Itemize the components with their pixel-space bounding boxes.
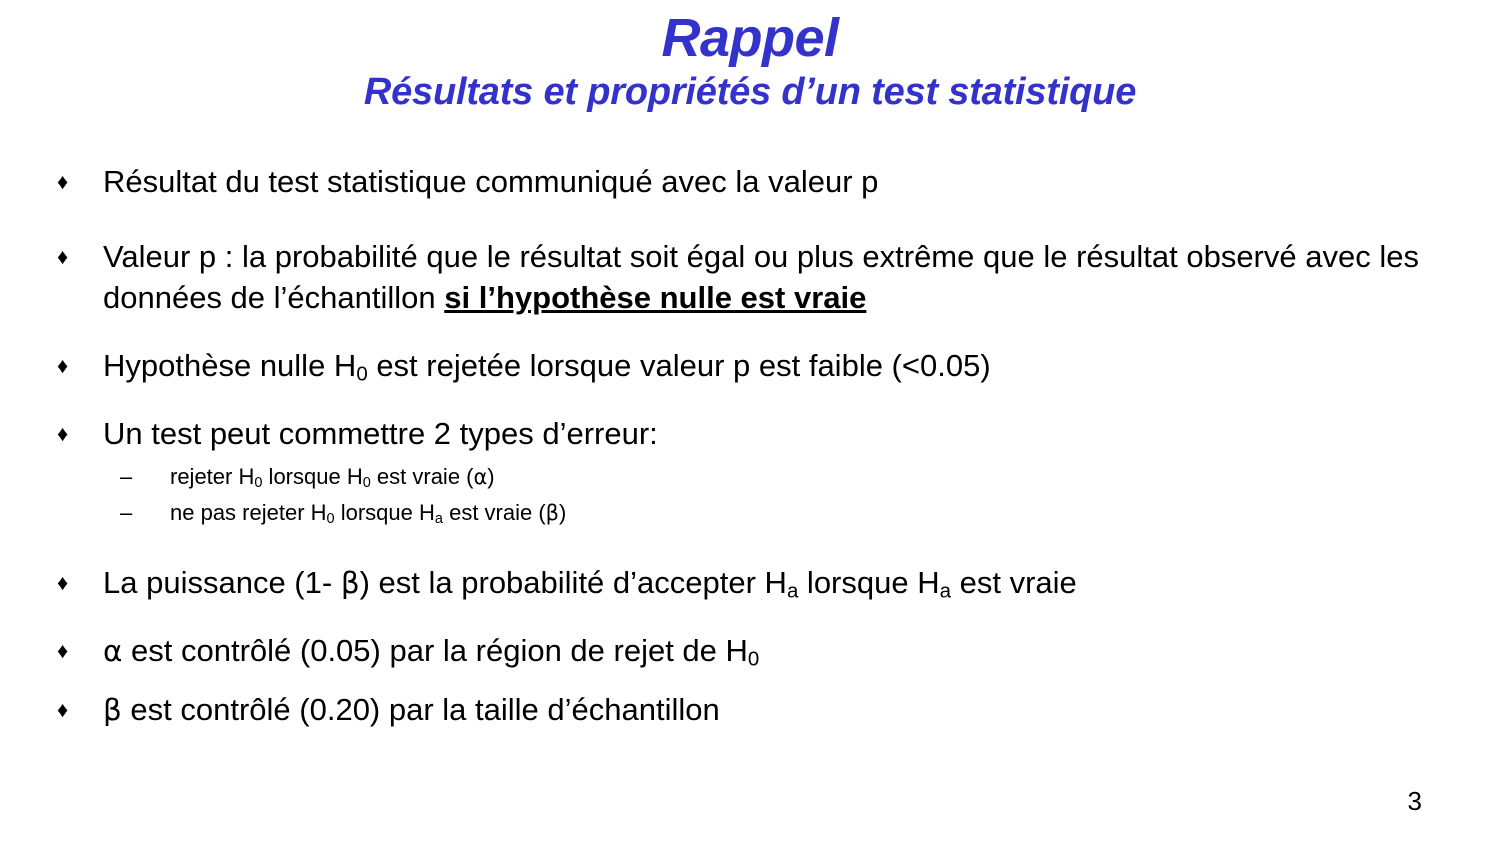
bullet-item-1 xyxy=(0,162,1500,202)
beta-symbol: β xyxy=(545,501,560,526)
sub-bullet-1-part4: ) xyxy=(487,464,495,490)
page-number: 3 xyxy=(1407,786,1422,816)
bullet-item-2 xyxy=(0,237,1500,318)
diamond-bullet-icon: ♦ xyxy=(57,352,69,378)
page-title: Rappel xyxy=(661,8,839,68)
bullet-item-7 xyxy=(0,690,1500,730)
spacer xyxy=(0,318,1500,346)
bullet-2-emphasis: si l’hypothèse nulle est vraie xyxy=(444,279,867,315)
bullet-item-3 xyxy=(0,346,1500,386)
bullet-2-text xyxy=(103,237,1500,318)
sub-bullet-1-part3: est vraie ( xyxy=(370,464,474,490)
bullet-7-text xyxy=(103,690,1500,730)
bullet-6-text xyxy=(103,631,1500,671)
bullet-4-text: Un test peut commettre 2 types d’erreur: xyxy=(103,416,658,452)
diamond-bullet-icon: ♦ xyxy=(57,638,69,664)
bullet-5-subscript-2: a xyxy=(939,579,951,603)
bullet-6-part1: est contrôlé (0.05) par la région de rejet de H xyxy=(122,633,748,669)
sub-bullet-2-subscript-1: 0 xyxy=(326,511,335,528)
bullet-6-subscript: 0 xyxy=(747,647,760,671)
bullet-3-part1: Hypothèse nulle H xyxy=(103,347,357,383)
page-subtitle: Résultats et propriétés d’un test statistique xyxy=(363,71,1137,114)
bullet-1-text: Résultat du test statistique communiqué avec la valeur p xyxy=(103,164,879,199)
bullet-3-part2: est rejetée lorsque valeur p est faible (<0.05) xyxy=(367,347,991,383)
diamond-bullet-icon: ♦ xyxy=(57,244,69,270)
sub-bullet-1-subscript-2: 0 xyxy=(362,475,371,492)
sub-bullet-1-text xyxy=(170,464,495,492)
sub-bullet-2-part3: est vraie ( xyxy=(442,500,546,526)
diamond-bullet-icon: ♦ xyxy=(57,696,69,722)
spacer xyxy=(0,386,1500,414)
slide-title-block xyxy=(0,10,1500,114)
sub-bullet-item-1 xyxy=(0,462,1500,492)
sub-bullet-2-text xyxy=(170,500,567,528)
bullet-5-part2: ) est la probabilité d’accepter H xyxy=(359,565,787,601)
bullet-5-subscript-1: a xyxy=(786,579,799,603)
sub-bullet-2-part4: ) xyxy=(559,500,567,526)
bullet-5-text xyxy=(103,563,1500,603)
sub-bullet-2-part1: ne pas rejeter H xyxy=(170,500,327,526)
spacer xyxy=(0,454,1500,462)
bullet-item-4 xyxy=(0,414,1500,454)
sub-bullet-item-2 xyxy=(0,498,1500,528)
dash-bullet-icon: – xyxy=(120,500,133,526)
dash-bullet-icon: – xyxy=(120,464,133,490)
bullet-7-part1: est contrôlé (0.20) par la taille d’échantillon xyxy=(121,691,720,727)
spacer xyxy=(0,603,1500,631)
bullet-2-lead: Valeur p : la probabilité que le résultat soit égal ou plus extrême que le résultat observé avec les données de l’échantillon xyxy=(103,239,1419,315)
alpha-symbol: α xyxy=(103,634,123,669)
diamond-bullet-icon: ♦ xyxy=(57,421,69,447)
diamond-bullet-icon: ♦ xyxy=(57,570,69,596)
beta-symbol: β xyxy=(103,692,122,727)
spacer xyxy=(0,672,1500,690)
sub-bullet-1-part2: lorsque H xyxy=(262,464,363,490)
alpha-symbol: α xyxy=(473,465,488,490)
bullet-item-6 xyxy=(0,631,1500,671)
sub-bullet-1-part1: rejeter H xyxy=(170,464,255,490)
sub-bullet-1-subscript-1: 0 xyxy=(254,475,263,492)
bullet-5-part1: La puissance (1- xyxy=(103,565,341,601)
bullet-3-subscript: 0 xyxy=(356,362,368,386)
slide-body xyxy=(0,162,1500,730)
spacer xyxy=(0,202,1500,237)
beta-symbol: β xyxy=(340,566,360,601)
diamond-bullet-icon: ♦ xyxy=(57,169,69,194)
bullet-5-part4: est vraie xyxy=(950,565,1077,601)
sub-bullet-2-part2: lorsque H xyxy=(334,500,435,526)
spacer xyxy=(0,528,1500,563)
sub-bullet-2-subscript-2: a xyxy=(434,511,443,528)
bullet-3-text xyxy=(103,346,1500,386)
bullet-5-part3: lorsque H xyxy=(798,565,940,601)
bullet-item-5 xyxy=(0,563,1500,603)
